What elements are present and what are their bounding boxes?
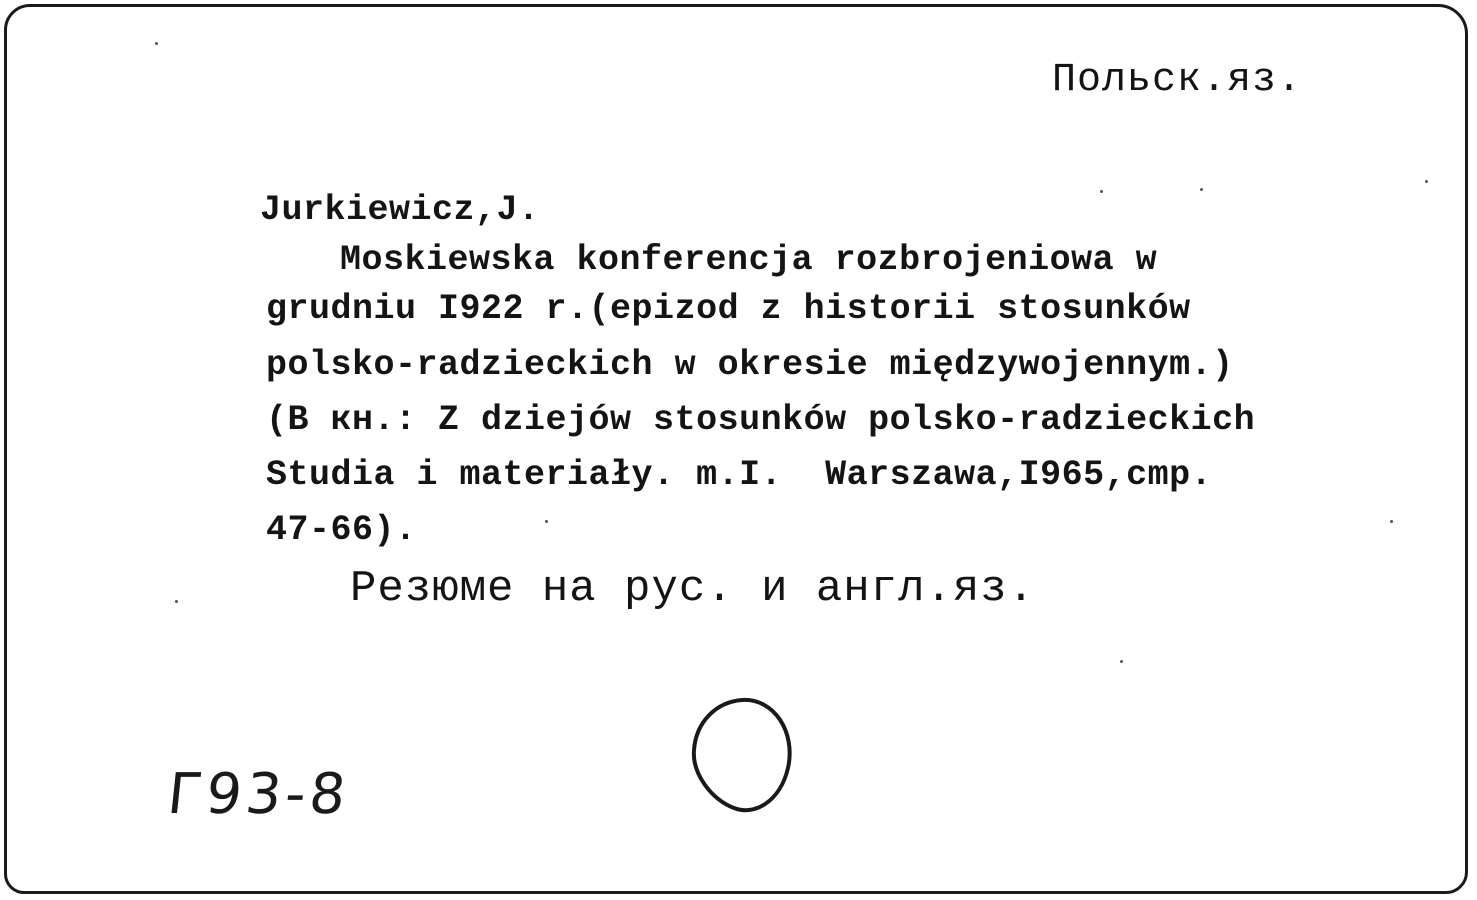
- pages-line: 47-66).: [266, 510, 417, 550]
- source-line-2: Studia i materiały. m.I. Warszawa,I965,cmp.: [266, 455, 1213, 495]
- speck: [1100, 190, 1103, 193]
- author-line: Jurkiewicz,J.: [260, 190, 540, 230]
- speck: [545, 520, 548, 523]
- speck: [155, 42, 158, 45]
- speck: [1120, 660, 1123, 663]
- speck: [1390, 520, 1393, 523]
- speck: [175, 600, 178, 603]
- source-line-1: (В кн.: Z dziejów stosunków polsko-radzieckich: [266, 400, 1256, 440]
- speck: [1425, 180, 1428, 183]
- speck: [1200, 188, 1203, 191]
- title-line-3: polsko-radzieckich w okresie międzywojennym.): [266, 345, 1234, 385]
- title-line-2: grudniu I922 r.(epizod z historii stosunków: [266, 289, 1191, 329]
- language-tag: Польск.яз.: [1052, 58, 1303, 103]
- punch-hole-icon: [682, 692, 802, 822]
- summary-note: Резюме на рус. и англ.яз.: [350, 564, 1036, 614]
- title-line-1: Moskiewska konferencja rozbrojeniowa w: [340, 240, 1158, 280]
- handwritten-code: Г93-8: [164, 762, 353, 827]
